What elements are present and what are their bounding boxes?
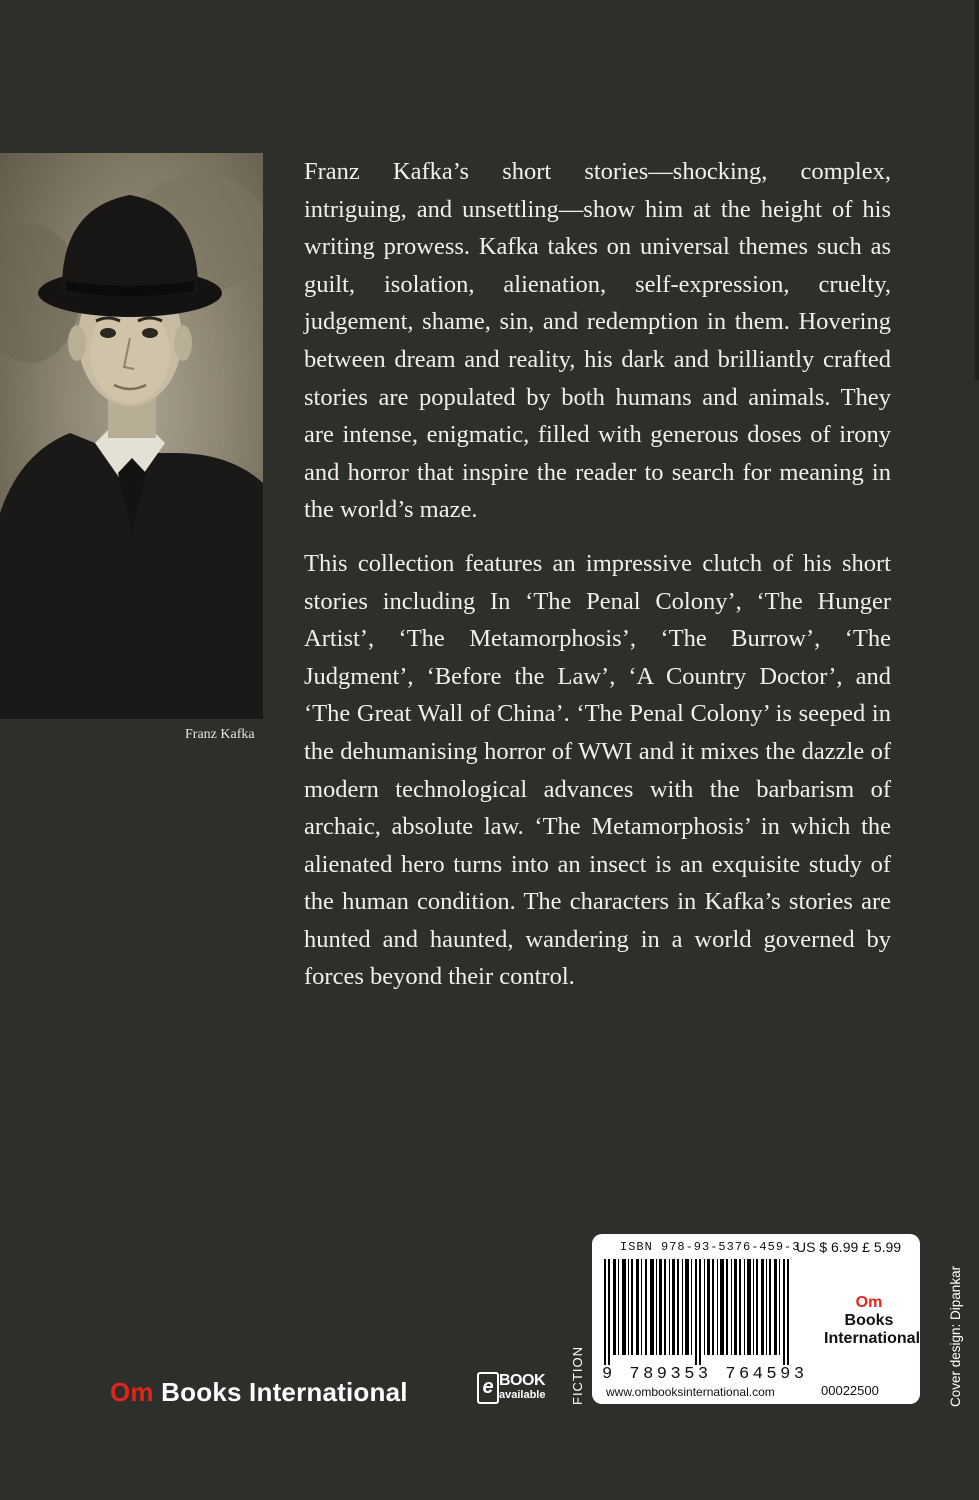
mini-logo-om: Om [855,1294,883,1311]
ebook-available-icon [477,1372,547,1406]
publisher-om: Om [110,1377,154,1407]
publisher-mini-logo [824,1294,921,1348]
publisher-name: Books International [153,1377,408,1407]
ebook-e: e [477,1372,499,1404]
publisher-url: www.ombooksinternational.com [606,1385,775,1399]
price-text: US $ 6.99 £ 5.99 [796,1239,902,1255]
ebook-available-label: available [499,1389,546,1401]
barcode-bars [602,1259,802,1365]
barcode-digits: 9 789353 764593 [602,1365,808,1384]
cover-design-credit: Cover design: Dipankar [948,1265,963,1407]
blurb-text [304,153,891,1012]
publisher-logo [110,1377,408,1408]
ebook-book-label: BOOK [499,1372,545,1389]
genre-label: FICTION [570,1346,585,1405]
barcode-box [592,1234,920,1404]
mini-logo-international: International [824,1330,921,1347]
isbn-text: ISBN 978-93-5376-459-3 [620,1240,801,1254]
mini-logo-books: Books [844,1312,894,1329]
blurb-paragraph-2: This collection features an impressive clutch of his short stories including In ‘The Penal Colony’, ‘The Hunger Artist’, ‘The Metamorphosis’, ‘The Burrow’, ‘The Judgment’, ‘Before the Law’, ‘A Country Doctor’, and ‘The Great Wall of China’. ‘The Penal Colony’ is seeped in the dehumanising horror of WWI and it mixes the dazzle of modern technological advances with the barbarism of archaic, absolute law. ‘The Metamorphosis’ in which the alienated hero turns into an insect is an exquisite study of the human condition. The characters in Kafka’s stories are hunted and haunted, wandering in a world governed by forces beyond their control. [304,549,891,991]
blurb-paragraph-1: Franz Kafka’s short stories—shocking, complex, intriguing, and unsettling—show him at the height of his writing prowess. Kafka takes on universal themes such as guilt, isolation, alienation, self-expression, cruelty, judgement, shame, sin, and redemption in them. Hovering between dream and reality, his dark and brilliantly crafted stories are populated by both humans and animals. They are intense, enigmatic, filled with generous doses of irony and horror that inspire the reader to search for meaning in the world’s maze. [304,158,891,524]
author-photo [0,153,263,719]
product-code: 00022500 [821,1383,879,1398]
cover-edge [975,0,979,380]
photo-caption: Franz Kafka [185,727,255,742]
